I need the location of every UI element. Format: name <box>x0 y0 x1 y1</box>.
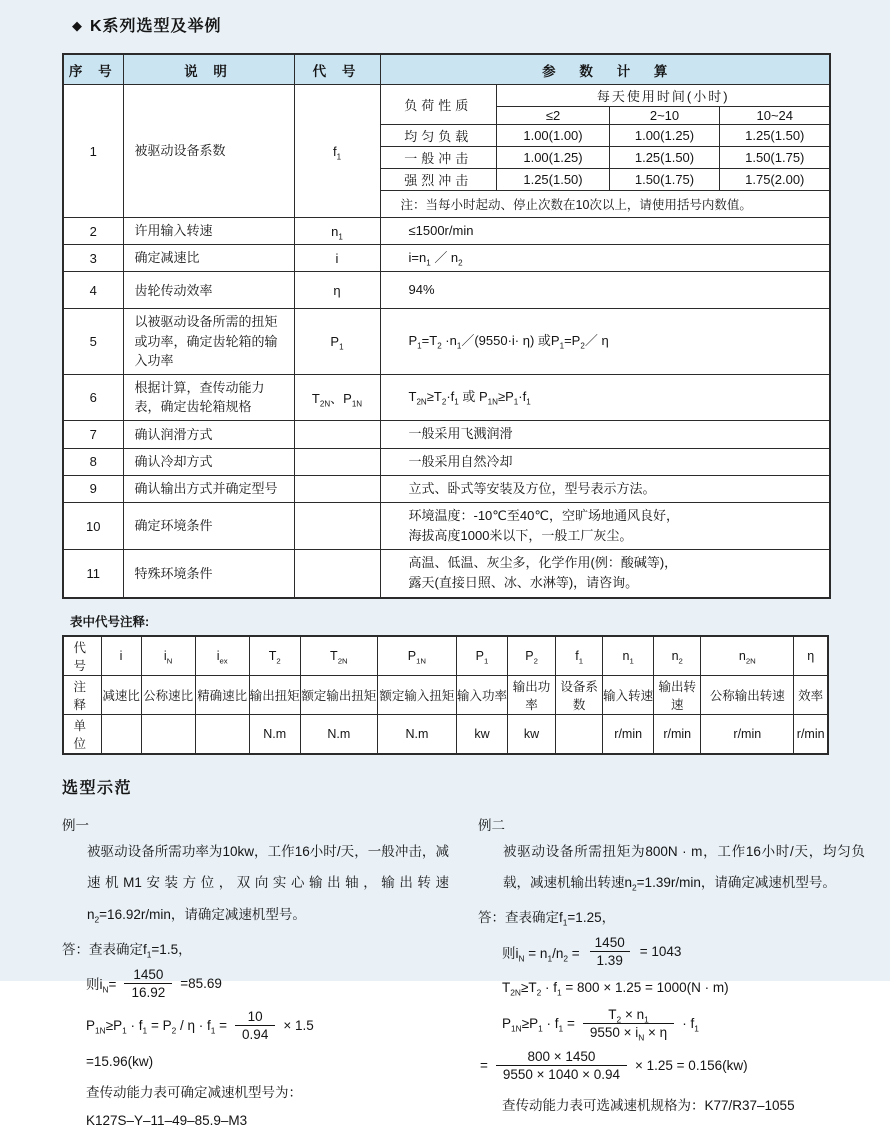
row-parameter: $P_1=T_2$ $\cdot n_1/(9550\cdot i\cdot \eta)$ 或$P_1=P_2/$ η <box>380 309 830 375</box>
row-description: 被驱动设备系数 <box>123 85 294 218</box>
row-number: 8 <box>63 448 123 475</box>
note-unit: N.m <box>300 714 377 754</box>
example-1-conclusion: 查传动能力表可确定减速机型号为： <box>86 1084 302 1100</box>
formula-prefix: $P_{1N}\ge P_1 \cdot f_1$ = <box>502 1016 575 1034</box>
table-row-2 <box>63 218 830 245</box>
note-unit: r/min <box>701 714 794 754</box>
note-code: η <box>794 636 828 676</box>
table-header-row <box>63 54 830 85</box>
time-col-3: 10~24 <box>720 107 830 125</box>
examples-section <box>62 808 890 1140</box>
fraction-numerator: $T_2 \times n_1$ <box>608 1007 649 1025</box>
fraction-denominator: 9550 × 1040 × 0.94 <box>496 1065 627 1082</box>
table-row-6 <box>63 374 830 420</box>
time-col-1: ≤2 <box>497 107 610 125</box>
notes-row-header: 代 号 <box>63 636 101 676</box>
note-code: $n_{2N}$ <box>701 636 794 676</box>
fraction <box>124 967 172 1000</box>
note-meaning: 公称速比 <box>141 675 195 714</box>
row-description: 确定环境条件 <box>123 503 294 550</box>
examples-section-heading: 选型示范 <box>62 779 133 797</box>
example-1-result: =15.96(kw) <box>86 1053 154 1069</box>
formula-prefix: $P_{1N}\ge P_1 \cdot f_1 = P_2 / \eta \cdot f_1$ = <box>86 1017 228 1036</box>
load-value: 1.75(2.00) <box>720 169 830 191</box>
note-code: $P_{1N}$ <box>377 636 456 676</box>
note-unit <box>101 714 141 754</box>
row-code <box>294 503 380 550</box>
row-number: 5 <box>63 309 123 375</box>
code-notes-table <box>62 635 829 755</box>
note-code: $i_{ex}$ <box>195 636 249 676</box>
row-parameter: $T_{2N}\ge T_2\cdot f_1$ 或 $P_{1N}\ge P_1\cdot f_1$ <box>380 374 830 420</box>
note-code: $T_2$ <box>249 636 300 676</box>
row-parameter: 94% <box>380 272 830 309</box>
fraction-numerator: 10 <box>247 1008 263 1024</box>
load-row-label: 强烈冲击 <box>381 169 497 191</box>
row-number: 3 <box>63 245 123 272</box>
formula-suffix: × 1.25 = 0.156(kw) <box>635 1058 748 1074</box>
note-meaning: 减速比 <box>101 675 141 714</box>
row-code: $P_1$ <box>294 309 380 375</box>
fraction-numerator: 800 × 1450 <box>527 1049 596 1065</box>
row-parameter: 一般采用自然冷却 <box>380 448 830 475</box>
row-code: i <box>294 245 380 272</box>
note-unit <box>556 714 603 754</box>
note-unit: N.m <box>249 714 300 754</box>
formula-suffix: · $f_1$ <box>682 1016 699 1034</box>
note-code: $f_1$ <box>556 636 603 676</box>
row-description: 许用输入转速 <box>123 218 294 245</box>
example-2-answer-lead: 答：查表确定$f_1=1.25$， <box>478 910 616 928</box>
row-code: $f_1$ <box>294 85 380 218</box>
formula-suffix: × 1.5 <box>283 1017 314 1033</box>
load-value: 1.50(1.75) <box>720 147 830 169</box>
formula-suffix: =85.69 <box>180 975 222 991</box>
row-description: 根据计算，查传动能力表，确定齿轮箱规格 <box>123 374 294 420</box>
bracket-values-note: 注：当每小时起动、停止次数在10次以上，请使用括号内数值。 <box>381 191 830 218</box>
fraction-numerator: 1450 <box>594 935 625 951</box>
notes-row-header: 单 位 <box>63 714 101 754</box>
row-parameter: $i=n_1$ ／ $n_2$ <box>380 245 830 272</box>
table-row-1 <box>63 85 830 218</box>
row-description: 齿轮传动效率 <box>123 272 294 309</box>
example-1-answer-lead: 答：查表确定$f_1=1.5$， <box>62 941 192 960</box>
notes-code-row <box>63 636 828 676</box>
example-2-problem: 被驱动设备所需扭矩为800N · m，工作16小时/天，均匀负载，减速机输出转速$n_2=1.39r/\min$，请确定减速机型号。 <box>503 843 865 894</box>
row-code <box>294 550 380 598</box>
row-number: 2 <box>63 218 123 245</box>
note-unit: kw <box>456 714 507 754</box>
formula-prefix: 则$i_N = n_1/n_2$ = <box>502 945 580 964</box>
note-code: $T_{2N}$ <box>300 636 377 676</box>
notes-row-header: 注 释 <box>63 675 101 714</box>
note-code: $P_1$ <box>456 636 507 676</box>
row-code <box>294 448 380 475</box>
note-meaning: 输出扭矩 <box>249 675 300 714</box>
note-code: $P_2$ <box>508 636 556 676</box>
load-value: 1.00(1.25) <box>610 125 720 147</box>
note-unit <box>141 714 195 754</box>
row-parameter: 高温、低温、灰尘多，化学作用(例：酸碱等)， 露天(直接日照、冰、水淋等)，请咨询。 <box>380 550 830 598</box>
example-2-formula-ratio <box>502 935 878 968</box>
fraction-denominator: 16.92 <box>124 983 172 1000</box>
row-parameter-cell <box>380 85 830 218</box>
note-unit <box>195 714 249 754</box>
formula-prefix: = <box>480 1058 488 1074</box>
fraction-denominator: 1.39 <box>590 951 630 968</box>
table-row-9 <box>63 475 830 502</box>
fraction-denominator: $9550 \times i_N \times \eta$ <box>583 1023 674 1040</box>
page-title-text: K系列选型及举例 <box>90 18 222 35</box>
load-value: 1.00(1.25) <box>497 147 610 169</box>
row-description: 确认润滑方式 <box>123 420 294 448</box>
load-value: 1.25(1.50) <box>497 169 610 191</box>
code-notes-label: 表中代号注释: <box>70 614 150 629</box>
example-1-model-number: K127S–Y–11–49–85.9–M3 <box>86 1112 248 1128</box>
note-unit: r/min <box>794 714 828 754</box>
row-number: 9 <box>63 475 123 502</box>
row-number: 11 <box>63 550 123 598</box>
fraction <box>235 1009 275 1042</box>
table-row-11 <box>63 550 830 598</box>
row-parameter: 环境温度：-10℃至40℃，空旷场地通风良好， 海拔高度1000米以下，一般工厂灰尘。 <box>380 503 830 550</box>
row-description: 以被驱动设备所需的扭矩或功率，确定齿轮箱的输入功率 <box>123 309 294 375</box>
notes-unit-row <box>63 714 828 754</box>
row-code: η <box>294 272 380 309</box>
row-parameter: ≤1500r/min <box>380 218 830 245</box>
formula-prefix: 则$i_N=$ <box>86 977 117 995</box>
time-col-2: 2~10 <box>610 107 720 125</box>
table-row-7 <box>63 420 830 448</box>
note-meaning: 公称输出转速 <box>701 675 794 714</box>
header-code: 代 号 <box>294 54 380 85</box>
load-value: 1.25(1.50) <box>610 147 720 169</box>
example-1-formula-power <box>86 1009 462 1042</box>
row-code <box>294 420 380 448</box>
header-description: 说 明 <box>123 54 294 85</box>
note-meaning: 额定输出扭矩 <box>300 675 377 714</box>
example-1 <box>62 808 462 1140</box>
load-row-label: 一般冲击 <box>381 147 497 169</box>
example-2-torque-line: $T_{2N}\ge T_2 \cdot f_1 = 800 \times 1.25 = 1000(N \cdot m)$ <box>502 980 729 998</box>
note-meaning: 额定输入扭矩 <box>377 675 456 714</box>
table-row-5 <box>63 309 830 375</box>
row-number: 4 <box>63 272 123 309</box>
row-description: 特殊环境条件 <box>123 550 294 598</box>
example-2 <box>478 808 878 1140</box>
table-row-4 <box>63 272 830 309</box>
note-meaning: 输出转速 <box>654 675 701 714</box>
row-number: 7 <box>63 420 123 448</box>
load-value: 1.50(1.75) <box>610 169 720 191</box>
table-row-3 <box>63 245 830 272</box>
page-title <box>0 0 890 36</box>
row-code: $T_{2N}$、$P_{1N}$ <box>294 374 380 420</box>
row-code: $n_1$ <box>294 218 380 245</box>
example-2-formula-result <box>480 1049 878 1082</box>
example-2-conclusion: 查传动能力表可选减速机规格为：K77/R37–1055 <box>502 1098 795 1114</box>
note-code: $n_2$ <box>654 636 701 676</box>
note-meaning: 精确速比 <box>195 675 249 714</box>
note-meaning: 输入功率 <box>456 675 507 714</box>
example-1-formula-ratio <box>86 967 462 1000</box>
example-2-label: 例二 <box>478 817 505 833</box>
note-meaning: 效率 <box>794 675 828 714</box>
note-unit: r/min <box>603 714 654 754</box>
row-number: 1 <box>63 85 123 218</box>
note-code: $i_N$ <box>141 636 195 676</box>
fraction-numerator: 1450 <box>133 966 164 982</box>
note-meaning: 输出功率 <box>508 675 556 714</box>
example-2-formula-power <box>502 1007 878 1043</box>
fraction <box>583 1007 674 1043</box>
note-code: i <box>101 636 141 676</box>
fraction-denominator: 0.94 <box>235 1025 275 1042</box>
row-parameter: 立式、卧式等安装及方位，型号表示方法。 <box>380 475 830 502</box>
header-parameter: 参 数 计 算 <box>380 54 830 85</box>
formula-suffix: = 1043 <box>639 944 682 960</box>
note-code: $n_1$ <box>603 636 654 676</box>
row-parameter: 一般采用飞溅润滑 <box>380 420 830 448</box>
row-number: 6 <box>63 374 123 420</box>
notes-meaning-row <box>63 675 828 714</box>
diamond-icon: ◆ <box>72 18 83 33</box>
row-code <box>294 475 380 502</box>
row-description: 确认输出方式并确定型号 <box>123 475 294 502</box>
load-nature-header: 负荷性质 <box>381 85 497 125</box>
fraction <box>588 935 632 968</box>
table-row-8 <box>63 448 830 475</box>
table-row-10 <box>63 503 830 550</box>
row-description: 确认冷却方式 <box>123 448 294 475</box>
load-row-label: 均匀负载 <box>381 125 497 147</box>
note-unit: kw <box>508 714 556 754</box>
daily-use-header: 每天使用时间(小时) <box>497 85 830 107</box>
load-value: 1.25(1.50) <box>720 125 830 147</box>
selection-parameter-table <box>62 53 831 599</box>
load-value: 1.00(1.00) <box>497 125 610 147</box>
note-unit: r/min <box>654 714 701 754</box>
example-1-label: 例一 <box>62 817 89 833</box>
header-no: 序 号 <box>63 54 123 85</box>
note-meaning: 输入转速 <box>603 675 654 714</box>
row-description: 确定减速比 <box>123 245 294 272</box>
note-unit: N.m <box>377 714 456 754</box>
note-meaning: 设备系数 <box>556 675 603 714</box>
load-factor-subtable <box>381 85 830 217</box>
fraction <box>496 1049 627 1082</box>
example-1-problem: 被驱动设备所需功率为10kw，工作16小时/天，一般冲击，减速机M1安装方位，双向实心输出轴，输出转速$n_2=16.92r/\min$，请确定减速机型号。 <box>87 843 449 925</box>
row-number: 10 <box>63 503 123 550</box>
